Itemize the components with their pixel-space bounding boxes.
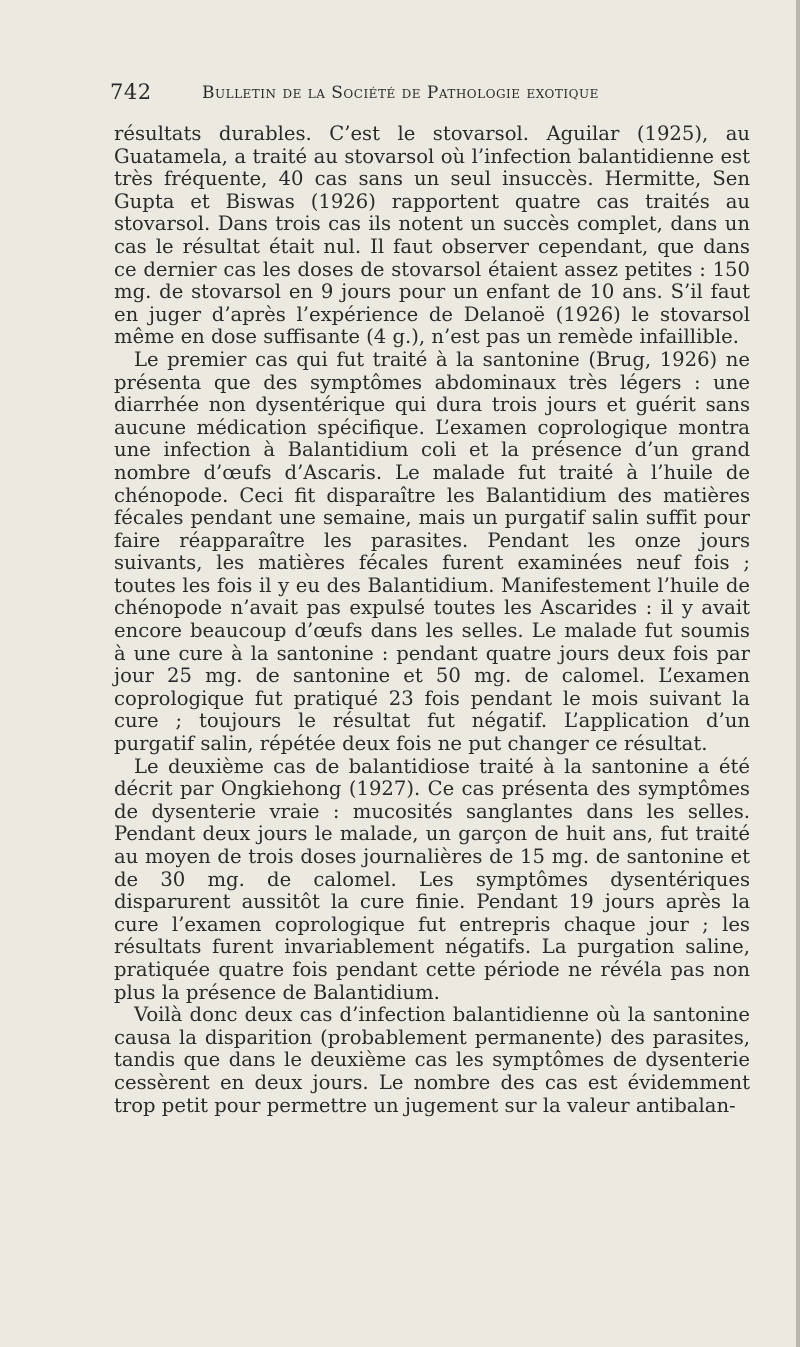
paragraph: Le deuxième cas de balantidiose traité à la santonine a été décrit par Ongkiehong (1927). Ce cas présenta des symptômes de dysenterie vraie : mucosités sanglantes dans les selles. Pendant deux jours le malade, un garçon de huit ans, fut traité au moyen de trois doses journalières de 15 mg. de santonine et de 30 mg. de calomel. Les symptômes dysentériques disparurent aussitôt la cure finie. Pendant 19 jours après la cure l’examen coprologique fut entrepris chaque jour ; les résultats furent invariablement négatifs. La purgation saline, pratiquée quatre fois pendant cette période ne révéla pas non plus la présence de Balantidium.: [114, 754, 750, 1004]
paragraph: Voilà donc deux cas d’infection balantidienne où la santonine causa la disparition (probablement permanente) des parasites, tandis que dans le deuxième cas les symptômes de dysenterie cessèrent en deux jours. Le nombre des cas est évidemment trop petit pour permettre un jugement sur la valeur antibalan-: [114, 1003, 750, 1117]
paragraph: Le premier cas qui fut traité à la santonine (Brug, 1926) ne présenta que des symptômes abdominaux très légers : une diarrhée non dysentérique qui dura trois jours et guérit sans aucune médication spécifique. L’examen coprologique montra une infection à Balantidium coli et la présence d’un grand nombre d’œufs d’Ascaris. Le malade fut traité à l’huile de chénopode. Ceci fit disparaître les Balantidium des matières fécales pendant une semaine, mais un purgatif salin suffit pour faire réapparaître les parasites. Pendant les onze jours suivants, les matières fécales furent examinées neuf fois ; toutes les fois il y eu des Balantidium. Manifestement l’huile de chénopode n’avait pas expulsé toutes les Ascarides : il y avait encore beaucoup d’œufs dans les selles. Le malade fut soumis à une cure à la santonine : pendant quatre jours deux fois par jour 25 mg. de santonine et 50 mg. de calomel. L’examen coprologique fut pratiqué 23 fois pendant le mois suivant la cure ; toujours le résultat fut négatif. L’application d’un purgatif salin, répétée deux fois ne put changer ce résultat.: [114, 347, 750, 756]
page-header: [110, 80, 760, 110]
running-head: Bulletin de la Société de Pathologie exotique: [202, 83, 599, 103]
body-text: [114, 123, 750, 1117]
page-edge: [796, 0, 800, 1347]
paragraph: résultats durables. C’est le stovarsol. Aguilar (1925), au Guatamela, a traité au stovarsol où l’infection balantidienne est très fréquente, 40 cas sans un seul insuccès. Hermitte, Sen Gupta et Biswas (1926) rapportent quatre cas traités au stovarsol. Dans trois cas ils notent un succès complet, dans un cas le résultat était nul. Il faut observer cependant, que dans ce dernier cas les doses de stovarsol étaient assez petites : 150 mg. de stovarsol en 9 jours pour un enfant de 10 ans. S’il faut en juger d’après l’expérience de Delanoë (1926) le stovarsol même en dose suffisante (4 g.), n’est pas un remède infaillible.: [114, 122, 750, 349]
page-number: 742: [110, 80, 152, 104]
